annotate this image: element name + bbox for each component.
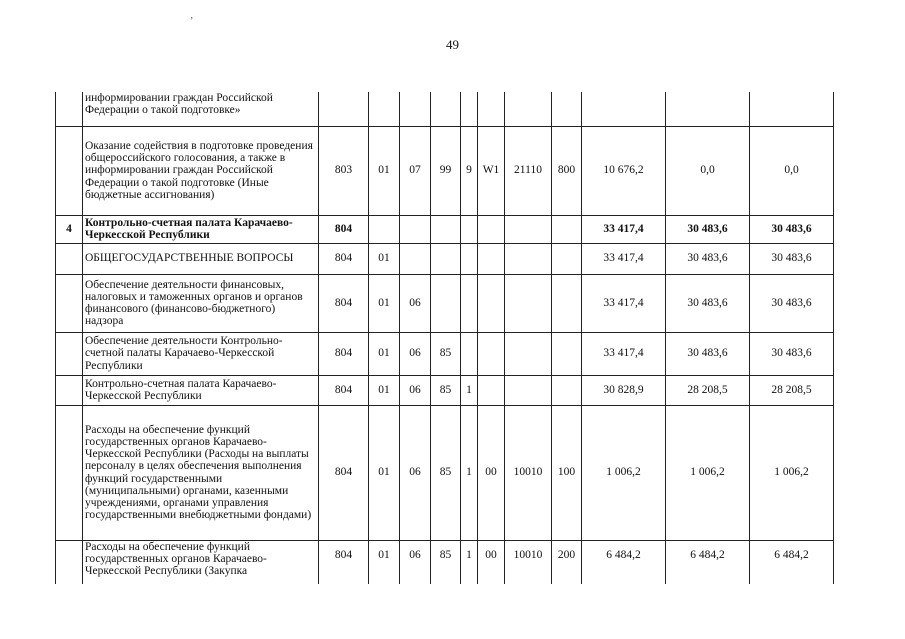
code-expense — [505, 243, 552, 274]
row-index — [56, 375, 83, 405]
amount-year-2: 0,0 — [666, 126, 750, 215]
page-number: 49 — [446, 37, 459, 52]
row-index — [56, 92, 83, 126]
amount-year-1: 30 828,9 — [582, 375, 666, 405]
code-ministry: 804 — [319, 274, 369, 332]
table-row — [56, 332, 834, 375]
code-program: 85 — [431, 332, 461, 375]
row-index — [56, 274, 83, 332]
code-direction — [478, 274, 505, 332]
amount-year-2 — [666, 92, 750, 126]
amount-year-1: 33 417,4 — [582, 215, 666, 243]
amount-year-1: 10 676,2 — [582, 126, 666, 215]
code-ministry: 804 — [319, 243, 369, 274]
amount-year-3: 1 006,2 — [750, 405, 834, 540]
code-section: 01 — [369, 243, 400, 274]
code-subsection: 06 — [400, 405, 431, 540]
code-type — [552, 274, 582, 332]
code-subsection: 06 — [400, 375, 431, 405]
code-ministry: 804 — [319, 540, 369, 584]
code-program: 85 — [431, 405, 461, 540]
code-type: 800 — [552, 126, 582, 215]
amount-year-1: 33 417,4 — [582, 332, 666, 375]
code-ministry: 804 — [319, 375, 369, 405]
table-row — [56, 375, 834, 405]
code-ministry — [319, 92, 369, 126]
table-row — [56, 126, 834, 215]
amount-year-2: 1 006,2 — [666, 405, 750, 540]
code-type — [552, 92, 582, 126]
code-section: 01 — [369, 375, 400, 405]
row-description: Обеспечение деятельности Контрольно-счетной палаты Карачаево-Черкесской Республики — [83, 332, 319, 375]
code-subsection: 06 — [400, 274, 431, 332]
amount-year-3: 30 483,6 — [750, 274, 834, 332]
row-description: Контрольно-счетная палата Карачаево-Черкесской Республики — [83, 215, 319, 243]
amount-year-1: 6 484,2 — [582, 540, 666, 584]
code-direction — [478, 375, 505, 405]
code-ministry: 804 — [319, 332, 369, 375]
budget-table — [55, 92, 834, 584]
amount-year-2: 30 483,6 — [666, 332, 750, 375]
code-section: 01 — [369, 126, 400, 215]
code-type — [552, 332, 582, 375]
code-subprogram — [461, 332, 478, 375]
table-row — [56, 540, 834, 584]
code-subprogram — [461, 215, 478, 243]
row-description: Расходы на обеспечение функций государственных органов Карачаево-Черкесской Республики (Расходы на выплаты персоналу в целях обеспечения выполнения функций государственными (муниципальными) органами, казенными учреждениями, органами управления государственными внебюджетными фондами) — [83, 405, 319, 540]
code-ministry: 803 — [319, 126, 369, 215]
code-type: 100 — [552, 405, 582, 540]
amount-year-3: 30 483,6 — [750, 215, 834, 243]
table-row — [56, 92, 834, 126]
amount-year-2: 28 208,5 — [666, 375, 750, 405]
code-ministry: 804 — [319, 215, 369, 243]
amount-year-2: 30 483,6 — [666, 243, 750, 274]
amount-year-1: 33 417,4 — [582, 274, 666, 332]
row-description: Оказание содействия в подготовке проведения общероссийского голосования, а также в информировании граждан Российской Федерации о такой подготовке (Иные бюджетные ассигнования) — [83, 126, 319, 215]
code-subprogram — [461, 243, 478, 274]
code-program — [431, 243, 461, 274]
row-index — [56, 540, 83, 584]
code-direction — [478, 92, 505, 126]
amount-year-3: 28 208,5 — [750, 375, 834, 405]
stray-mark: ’ — [190, 16, 194, 27]
code-section — [369, 92, 400, 126]
row-description: информировании граждан Российской Федерации о такой подготовке» — [83, 92, 319, 126]
row-description: Расходы на обеспечение функций государственных органов Карачаево-Черкесской Республики (Закупка — [83, 540, 319, 584]
code-direction — [478, 332, 505, 375]
amount-year-1 — [582, 92, 666, 126]
code-subsection: 07 — [400, 126, 431, 215]
code-expense: 10010 — [505, 405, 552, 540]
code-program: 85 — [431, 540, 461, 584]
code-section: 01 — [369, 405, 400, 540]
table-row — [56, 215, 834, 243]
amount-year-3: 30 483,6 — [750, 332, 834, 375]
code-direction: 00 — [478, 540, 505, 584]
row-index: 4 — [56, 215, 83, 243]
amount-year-3: 6 484,2 — [750, 540, 834, 584]
amount-year-3 — [750, 92, 834, 126]
row-index — [56, 405, 83, 540]
row-description: Обеспечение деятельности финансовых, налоговых и таможенных органов и органов финансового (финансово-бюджетного) надзора — [83, 274, 319, 332]
code-direction — [478, 215, 505, 243]
amount-year-2: 30 483,6 — [666, 274, 750, 332]
code-subprogram: 1 — [461, 375, 478, 405]
code-program: 99 — [431, 126, 461, 215]
code-type — [552, 375, 582, 405]
code-ministry: 804 — [319, 405, 369, 540]
code-expense — [505, 332, 552, 375]
table-row — [56, 405, 834, 540]
code-program: 85 — [431, 375, 461, 405]
row-index — [56, 332, 83, 375]
code-type — [552, 215, 582, 243]
code-type — [552, 243, 582, 274]
code-subsection — [400, 92, 431, 126]
code-program — [431, 215, 461, 243]
code-expense — [505, 92, 552, 126]
amount-year-3: 30 483,6 — [750, 243, 834, 274]
code-program — [431, 92, 461, 126]
code-expense — [505, 215, 552, 243]
code-expense: 10010 — [505, 540, 552, 584]
amount-year-2: 30 483,6 — [666, 215, 750, 243]
code-expense — [505, 375, 552, 405]
code-subprogram — [461, 274, 478, 332]
code-expense — [505, 274, 552, 332]
code-subprogram: 1 — [461, 405, 478, 540]
code-subprogram — [461, 92, 478, 126]
code-subprogram: 9 — [461, 126, 478, 215]
code-expense: 21110 — [505, 126, 552, 215]
amount-year-1: 33 417,4 — [582, 243, 666, 274]
amount-year-1: 1 006,2 — [582, 405, 666, 540]
code-section: 01 — [369, 274, 400, 332]
code-program — [431, 274, 461, 332]
code-direction: W1 — [478, 126, 505, 215]
code-subsection: 06 — [400, 540, 431, 584]
code-type: 200 — [552, 540, 582, 584]
code-direction: 00 — [478, 405, 505, 540]
row-index — [56, 126, 83, 215]
code-section: 01 — [369, 332, 400, 375]
code-section: 01 — [369, 540, 400, 584]
amount-year-3: 0,0 — [750, 126, 834, 215]
code-direction — [478, 243, 505, 274]
code-subprogram: 1 — [461, 540, 478, 584]
row-description: ОБЩЕГОСУДАРСТВЕННЫЕ ВОПРОСЫ — [83, 243, 319, 274]
code-subsection — [400, 243, 431, 274]
code-section — [369, 215, 400, 243]
code-subsection: 06 — [400, 332, 431, 375]
row-description: Контрольно-счетная палата Карачаево-Черкесской Республики — [83, 375, 319, 405]
row-index — [56, 243, 83, 274]
table-row — [56, 243, 834, 274]
amount-year-2: 6 484,2 — [666, 540, 750, 584]
table-row — [56, 274, 834, 332]
code-subsection — [400, 215, 431, 243]
